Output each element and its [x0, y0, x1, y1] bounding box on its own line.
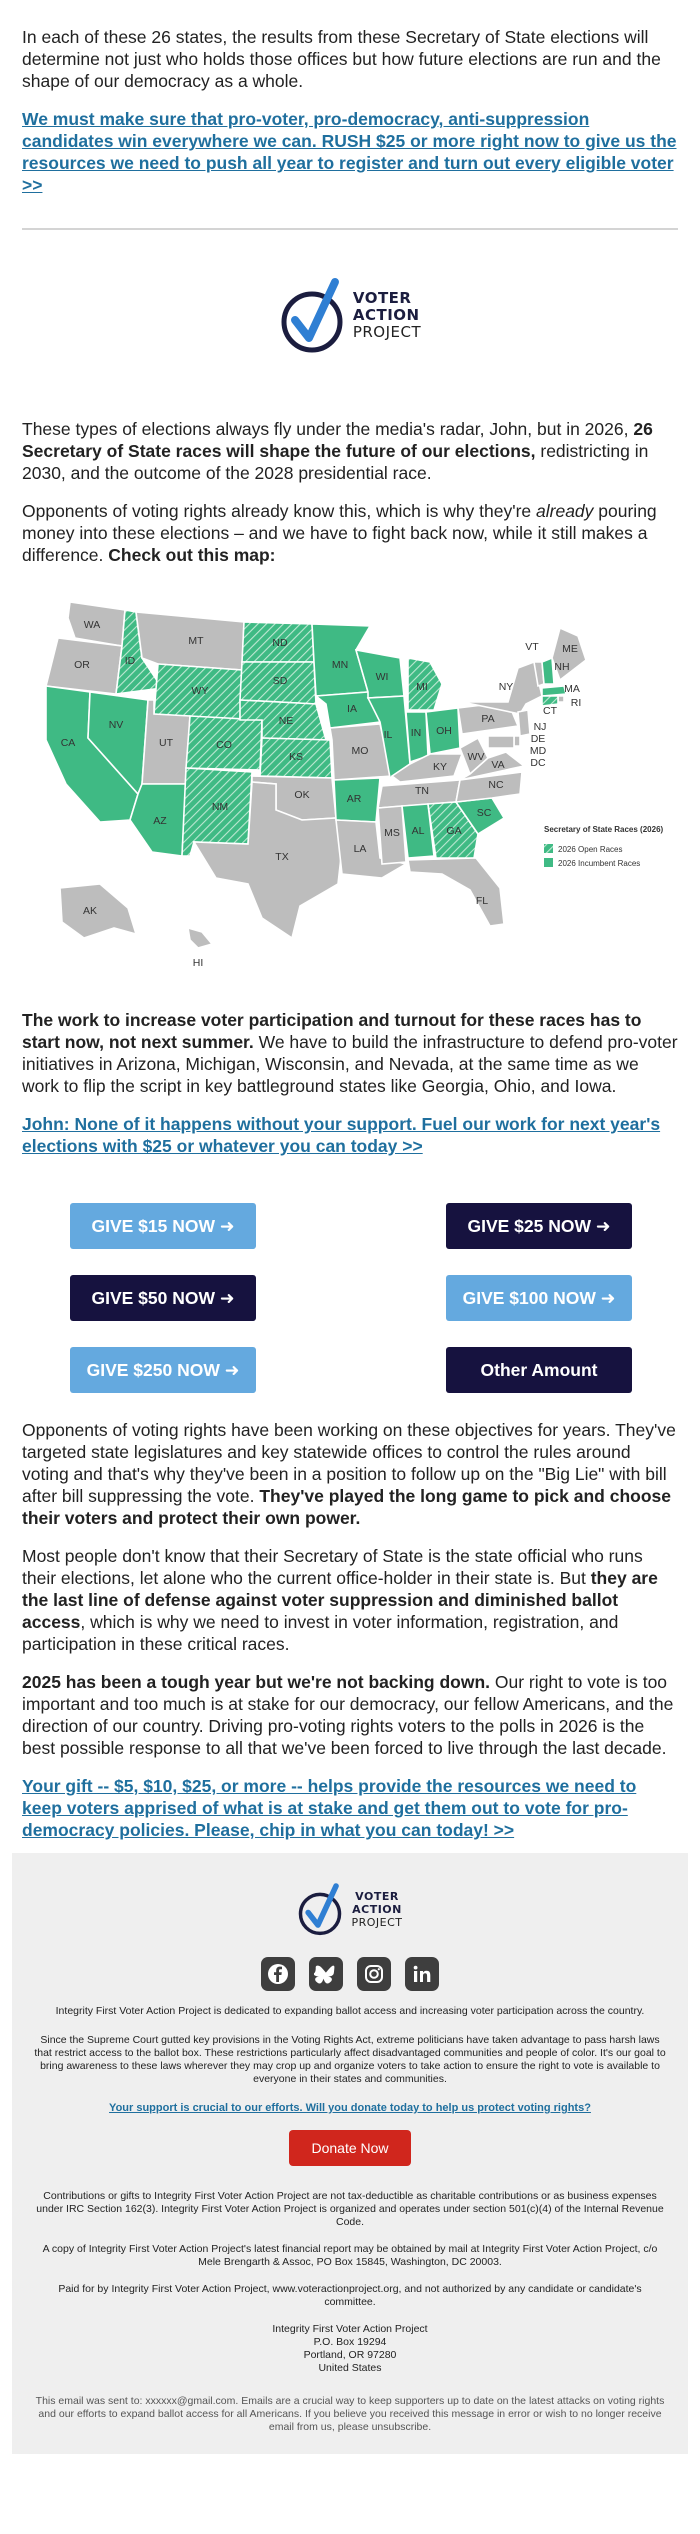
- give-250-button[interactable]: GIVE $250 NOW ➜: [70, 1347, 256, 1393]
- svg-text:LA: LA: [353, 843, 367, 855]
- svg-text:TN: TN: [415, 785, 429, 797]
- secretary-of-state-races-map: [30, 588, 670, 973]
- state-ma: [542, 686, 566, 696]
- svg-text:OK: OK: [294, 789, 310, 801]
- svg-text:RI: RI: [570, 697, 582, 709]
- svg-text:AL: AL: [411, 825, 425, 837]
- svg-text:KS: KS: [288, 751, 304, 763]
- state-fl: [408, 858, 504, 926]
- give-50-button[interactable]: GIVE $50 NOW ➜: [70, 1275, 256, 1321]
- svg-text:MT: MT: [188, 635, 204, 647]
- body-paragraph-3: Opponents of voting rights already know this, which is why they're already pouring money into these elections – and we have to fight back now, while it still makes a difference. Check out this map:: [22, 501, 657, 565]
- svg-text:WV: WV: [467, 751, 485, 763]
- state-nj: [518, 710, 530, 736]
- state-nh: [542, 658, 554, 684]
- svg-text:MI: MI: [416, 681, 428, 693]
- svg-text:UT: UT: [159, 737, 173, 749]
- svg-text:IA: IA: [347, 703, 357, 715]
- footer-address: Integrity First Voter Action Project P.O. Box 19294 Portland, OR 97280 United States: [272, 2323, 428, 2374]
- footer-since: Since the Supreme Court gutted key provisions in the Voting Rights Act, extreme politicians have taken advantage to pass harsh laws that restrict access to the ballot box. These restrictions particularly affect disadvantaged communities and people of color. It's our goal to bring awareness to these laws wherever they may crop up and organize voters to take action to ensure the right to vote is available to everyone in their states and communities.: [34, 2034, 666, 2085]
- svg-text:CO: CO: [216, 739, 232, 751]
- logo-line-3: PROJECT: [352, 322, 422, 341]
- svg-text:FL: FL: [475, 895, 489, 907]
- svg-text:DC: DC: [530, 757, 546, 769]
- svg-text:AZ: AZ: [153, 815, 167, 827]
- svg-text:CA: CA: [60, 737, 76, 749]
- svg-text:CT: CT: [543, 705, 557, 717]
- footer-sent-notice: This email was sent to: xxxxxx@gmail.com. Emails are a crucial way to keep supporters up to date on the latest attacks on voting rights and our efforts to expand ballot access for all Americans. If you believe you received this message in error or wish to no longer receive email from us, please unsubscribe.: [35, 2395, 665, 2433]
- other-amount-button[interactable]: Other Amount: [446, 1347, 632, 1393]
- give-25-button[interactable]: GIVE $25 NOW ➜: [446, 1203, 632, 1249]
- svg-text:KY: KY: [432, 761, 448, 773]
- give-100-button[interactable]: GIVE $100 NOW ➜: [446, 1275, 632, 1321]
- bluesky-icon[interactable]: [309, 1957, 343, 1991]
- footer-mission: Integrity First Voter Action Project is dedicated to expanding ballot access and increasing voter participation across the country.: [55, 2005, 645, 2017]
- svg-text:IL: IL: [383, 729, 393, 741]
- svg-text:MS: MS: [384, 827, 400, 839]
- checkmark-circle-icon: [279, 272, 345, 358]
- svg-text:MN: MN: [331, 659, 349, 671]
- svg-text:NV: NV: [108, 719, 124, 731]
- svg-text:AK: AK: [82, 905, 98, 917]
- state-de: [514, 736, 520, 746]
- svg-text:WY: WY: [191, 685, 209, 697]
- svg-text:AR: AR: [346, 793, 362, 805]
- svg-text:SC: SC: [476, 807, 492, 819]
- svg-text:MO: MO: [351, 745, 369, 757]
- svg-text:OH: OH: [436, 725, 452, 737]
- footer-logo: VOTER ACTION PROJECT: [34, 1879, 666, 1939]
- footer-legal-1: Contributions or gifts to Integrity First Voter Action Project are not tax-deductible as charitable contributions or as business expenses under IRC Section 162(3). Integrity First Voter Action Project is organized and operates under section 501(c)(4) of the Internal Revenue Code.: [36, 2190, 664, 2228]
- logo-line-2: ACTION: [352, 305, 420, 324]
- legend-title: Secretary of State Races (2026): [544, 825, 664, 834]
- logo-line-1: VOTER: [352, 288, 412, 307]
- divider: [22, 228, 678, 230]
- body-paragraph-2: These types of elections always fly under the media's radar, John, but in 2026, 26 Secretary of State races will shape the future of our elections, redistricting in 2030, and the outcome of the 2028 presidential race.: [22, 419, 653, 483]
- rush-donate-link[interactable]: We must make sure that pro-voter, pro-democracy, anti-suppression candidates win everywhere we can. RUSH $25 or more right now to give us the resources we need to push all year to register and turn out every eligible voter >>: [22, 109, 677, 195]
- map-legend: [544, 825, 664, 868]
- body-paragraph-5: Opponents of voting rights have been working on these objectives for years. They've targeted state legislatures and key statewide offices to control the rules around voting and that's why they've been in a position to follow up on the "Big Lie" with bill after bill suppressing the vote. They've played the long game to pick and choose their voters and protect their own power.: [22, 1420, 676, 1528]
- svg-text:WA: WA: [83, 619, 101, 631]
- svg-text:NY: NY: [498, 681, 514, 693]
- voter-action-project-logo: [22, 272, 678, 358]
- svg-text:OR: OR: [74, 659, 90, 671]
- svg-text:IN: IN: [410, 727, 422, 739]
- svg-text:NH: NH: [554, 661, 570, 673]
- state-md: [488, 736, 514, 748]
- body-paragraph-7: 2025 has been a tough year but we're not backing down. Our right to vote is too important and too much is at stake for our democracy, our fellow Americans, and the direction of our country. Driving pro-voting rights voters to the polls in 2026 is the best possible response to all that we've been forced to live through the last decade.: [22, 1672, 674, 1758]
- chip-in-link[interactable]: Your gift -- $5, $10, $25, or more -- helps provide the resources we need to keep voters apprised of what is at stake and get them out to vote for pro-democracy policies. Please, chip in what you can today! >>: [22, 1776, 637, 1840]
- social-links: [34, 1957, 666, 1991]
- svg-text:TX: TX: [275, 851, 289, 863]
- body-paragraph-4: The work to increase voter participation and turnout for these races has to start now, not next summer. We have to build the infrastructure to defend pro-voter initiatives in Arizona, Michigan, Wisconsin, and Nevada, at the same time as we work to flip the script in key battleground states like Georgia, Ohio, and Iowa.: [22, 1010, 678, 1096]
- svg-text:HI: HI: [192, 957, 204, 969]
- checkmark-circle-icon: [297, 1879, 343, 1939]
- svg-text:NM: NM: [211, 801, 229, 813]
- instagram-icon[interactable]: [357, 1957, 391, 1991]
- body-paragraph-6: Most people don't know that their Secretary of State is the state official who runs their elections, let alone who the current office-holder in their state is. But they are the last line of defense against voter suppression and diminished ballot access, which is why we need to invest in voter information, registration, and participation in these critical races.: [22, 1546, 658, 1654]
- svg-text:DE: DE: [530, 733, 546, 745]
- svg-text:ND: ND: [272, 637, 288, 649]
- svg-text:NE: NE: [278, 715, 294, 727]
- fuel-our-work-link[interactable]: John: None of it happens without your support. Fuel our work for next year's elections with $25 or whatever you can today >>: [22, 1114, 661, 1156]
- facebook-icon[interactable]: [261, 1957, 295, 1991]
- intro-paragraph: In each of these 26 states, the results from these Secretary of State elections will determine not just who holds those offices but how future elections are run and the shape of our democracy as a whole.: [22, 27, 661, 91]
- legend-open: 2026 Open Races: [558, 845, 623, 854]
- svg-text:VT: VT: [525, 641, 539, 653]
- svg-text:NC: NC: [488, 779, 504, 791]
- svg-text:GA: GA: [446, 825, 462, 837]
- footer-legal-2: A copy of Integrity First Voter Action Project's latest financial report may be obtained by mail at Integrity First Voter Action Project, c/o Mele Brengarth & Assoc, PO Box 15845, Washington, DC 20003.: [42, 2243, 658, 2268]
- linkedin-icon[interactable]: [405, 1957, 439, 1991]
- svg-text:NJ: NJ: [533, 721, 547, 733]
- svg-text:VA: VA: [491, 759, 505, 771]
- footer: [12, 1853, 688, 2454]
- svg-text:SD: SD: [272, 675, 288, 687]
- state-ri: [558, 696, 564, 702]
- footer-legal-3: Paid for by Integrity First Voter Action Project, www.voteractionproject.org, and not authorized by any candidate or candidate's committee.: [58, 2283, 642, 2308]
- legend-incumbent: 2026 Incumbent Races: [558, 859, 641, 868]
- give-15-button[interactable]: GIVE $15 NOW ➜: [70, 1203, 256, 1249]
- svg-text:ME: ME: [562, 643, 578, 655]
- svg-text:MD: MD: [529, 745, 547, 757]
- svg-text:MA: MA: [564, 683, 580, 695]
- state-ak: [60, 884, 136, 938]
- svg-text:ID: ID: [124, 655, 136, 667]
- footer-support-link[interactable]: Your support is crucial to our efforts. Will you donate today to help us protect voting rights?: [109, 2102, 591, 2114]
- donate-now-button[interactable]: Donate Now: [289, 2130, 410, 2166]
- svg-text:PA: PA: [481, 713, 495, 725]
- state-hi: [188, 928, 212, 948]
- svg-text:WI: WI: [375, 671, 389, 683]
